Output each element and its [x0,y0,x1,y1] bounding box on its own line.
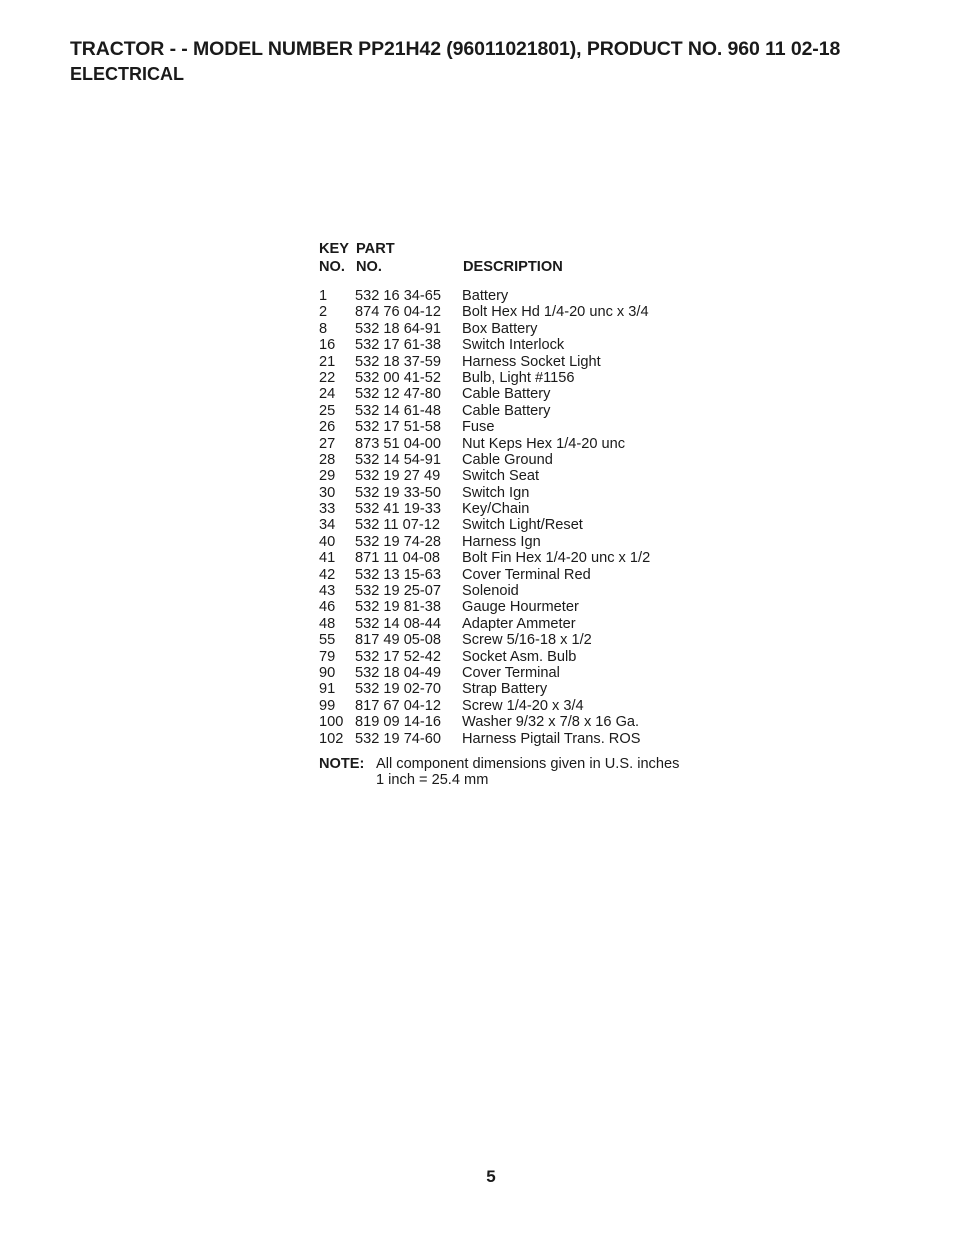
part-description: Strap Battery [462,681,548,698]
part-number: 532 16 34-65 [355,288,442,304]
part-number: 819 09 14-16 [355,714,442,731]
part-number: 532 19 02-70 [355,681,442,698]
part-number: 532 19 81-38 [355,599,442,616]
part-description: Harness Ign [462,533,541,550]
table-row [319,468,739,484]
part-description: Battery [462,288,509,304]
part-description: Bulb, Light #1156 [462,369,575,386]
part-number: 532 19 74-28 [355,533,442,550]
part-description: Cover Terminal [462,664,560,681]
part-number: 874 76 04-12 [355,304,442,321]
key-number: 29 [319,468,336,485]
key-number: 79 [319,648,336,665]
table-row [319,649,739,665]
part-description: Gauge Hourmeter [462,599,579,616]
table-row [319,583,739,599]
table-row [319,386,739,402]
key-number: 40 [319,533,336,550]
table-row [319,370,739,386]
table-row [319,665,739,681]
key-number: 26 [319,419,336,436]
header-part-no: NO. [356,259,382,275]
key-number: 27 [319,435,336,452]
part-description: Fuse [462,419,495,436]
table-row [319,354,739,370]
key-number: 34 [319,517,336,534]
table-row [319,616,739,632]
header-key-no: NO. [319,259,345,275]
key-number: 24 [319,386,336,403]
part-description: Screw 5/16-18 x 1/2 [462,632,592,649]
key-number: 48 [319,615,336,632]
key-number: 43 [319,583,336,600]
part-number: 873 51 04-00 [355,435,442,452]
part-description: Cable Battery [462,386,551,403]
part-description: Box Battery [462,320,538,337]
table-row [319,501,739,517]
part-description: Washer 9/32 x 7/8 x 16 Ga. [462,714,640,731]
page-title: TRACTOR - - MODEL NUMBER PP21H42 (96011021801), PRODUCT NO. 960 11 02-18 [70,38,841,60]
table-row [319,534,739,550]
part-description: Bolt Hex Hd 1/4-20 unc x 3/4 [462,304,649,321]
part-description: Switch Seat [462,468,540,485]
key-number: 33 [319,501,336,518]
part-number: 532 19 74-60 [355,730,442,747]
key-number: 2 [319,304,328,321]
part-number: 817 49 05-08 [355,632,442,649]
key-number: 42 [319,566,336,583]
parts-table-header [319,241,739,277]
key-number: 102 [319,730,344,747]
key-number: 1 [319,288,328,304]
part-description: Nut Keps Hex 1/4-20 unc [462,435,626,452]
table-row [319,698,739,714]
part-number: 817 67 04-12 [355,697,442,714]
table-row [319,567,739,583]
key-number: 41 [319,550,336,567]
note-conversion: 1 inch = 25.4 mm [376,771,489,788]
note-text: All component dimensions given in U.S. inches [376,755,680,772]
key-number: 8 [319,320,328,337]
part-number: 532 41 19-33 [355,501,442,518]
part-number: 532 17 52-42 [355,648,442,665]
header-key: KEY [319,241,350,257]
part-number: 532 00 41-52 [355,369,442,386]
part-number: 532 14 61-48 [355,402,442,419]
part-description: Cable Ground [462,451,553,468]
table-row [319,436,739,452]
part-number: 532 19 33-50 [355,484,442,501]
dimension-note [319,756,739,790]
header-part: PART [356,241,395,257]
header-description: DESCRIPTION [463,259,563,275]
part-number: 532 13 15-63 [355,566,442,583]
key-number: 91 [319,681,336,698]
table-row [319,304,739,320]
table-row [319,337,739,353]
table-row [319,419,739,435]
table-row [319,714,739,730]
part-description: Bolt Fin Hex 1/4-20 unc x 1/2 [462,550,651,567]
table-row [319,452,739,468]
part-number: 532 18 04-49 [355,664,442,681]
table-row [319,517,739,533]
part-number: 532 18 37-59 [355,353,442,370]
key-number: 21 [319,353,336,370]
part-number: 532 11 07-12 [355,517,440,534]
part-description: Switch Ign [462,484,530,501]
key-number: 28 [319,451,336,468]
part-description: Cable Battery [462,402,551,419]
table-row [319,681,739,697]
table-row [319,550,739,566]
page-number: 5 [486,1167,496,1186]
part-description: Switch Light/Reset [462,517,583,534]
part-number: 532 17 61-38 [355,337,442,354]
part-number: 532 14 54-91 [355,451,442,468]
part-number: 532 19 25-07 [355,583,442,600]
part-description: Key/Chain [462,501,530,518]
key-number: 100 [319,714,344,731]
part-description: Cover Terminal Red [462,566,591,583]
parts-list [319,288,739,747]
key-number: 25 [319,402,336,419]
part-description: Socket Asm. Bulb [462,648,577,665]
table-row [319,731,739,747]
table-row [319,321,739,337]
part-description: Harness Socket Light [462,353,601,370]
part-description: Switch Interlock [462,337,565,354]
key-number: 16 [319,337,336,354]
key-number: 30 [319,484,336,501]
table-row [319,288,739,304]
part-number: 871 11 04-08 [355,550,440,567]
key-number: 90 [319,664,336,681]
parts-table [319,241,739,790]
table-row [319,403,739,419]
table-row [319,632,739,648]
part-description: Solenoid [462,583,519,600]
key-number: 99 [319,697,336,714]
section-title: ELECTRICAL [70,64,184,84]
part-number: 532 14 08-44 [355,615,442,632]
part-number: 532 17 51-58 [355,419,442,436]
part-description: Screw 1/4-20 x 3/4 [462,697,584,714]
key-number: 22 [319,369,336,386]
part-number: 532 12 47-80 [355,386,442,403]
part-number: 532 18 64-91 [355,320,442,337]
key-number: 55 [319,632,336,649]
table-row [319,599,739,615]
part-description: Adapter Ammeter [462,615,576,632]
table-row [319,485,739,501]
part-number: 532 19 27 49 [355,468,441,485]
part-description: Harness Pigtail Trans. ROS [462,730,641,747]
note-label: NOTE: [319,755,365,772]
key-number: 46 [319,599,336,616]
